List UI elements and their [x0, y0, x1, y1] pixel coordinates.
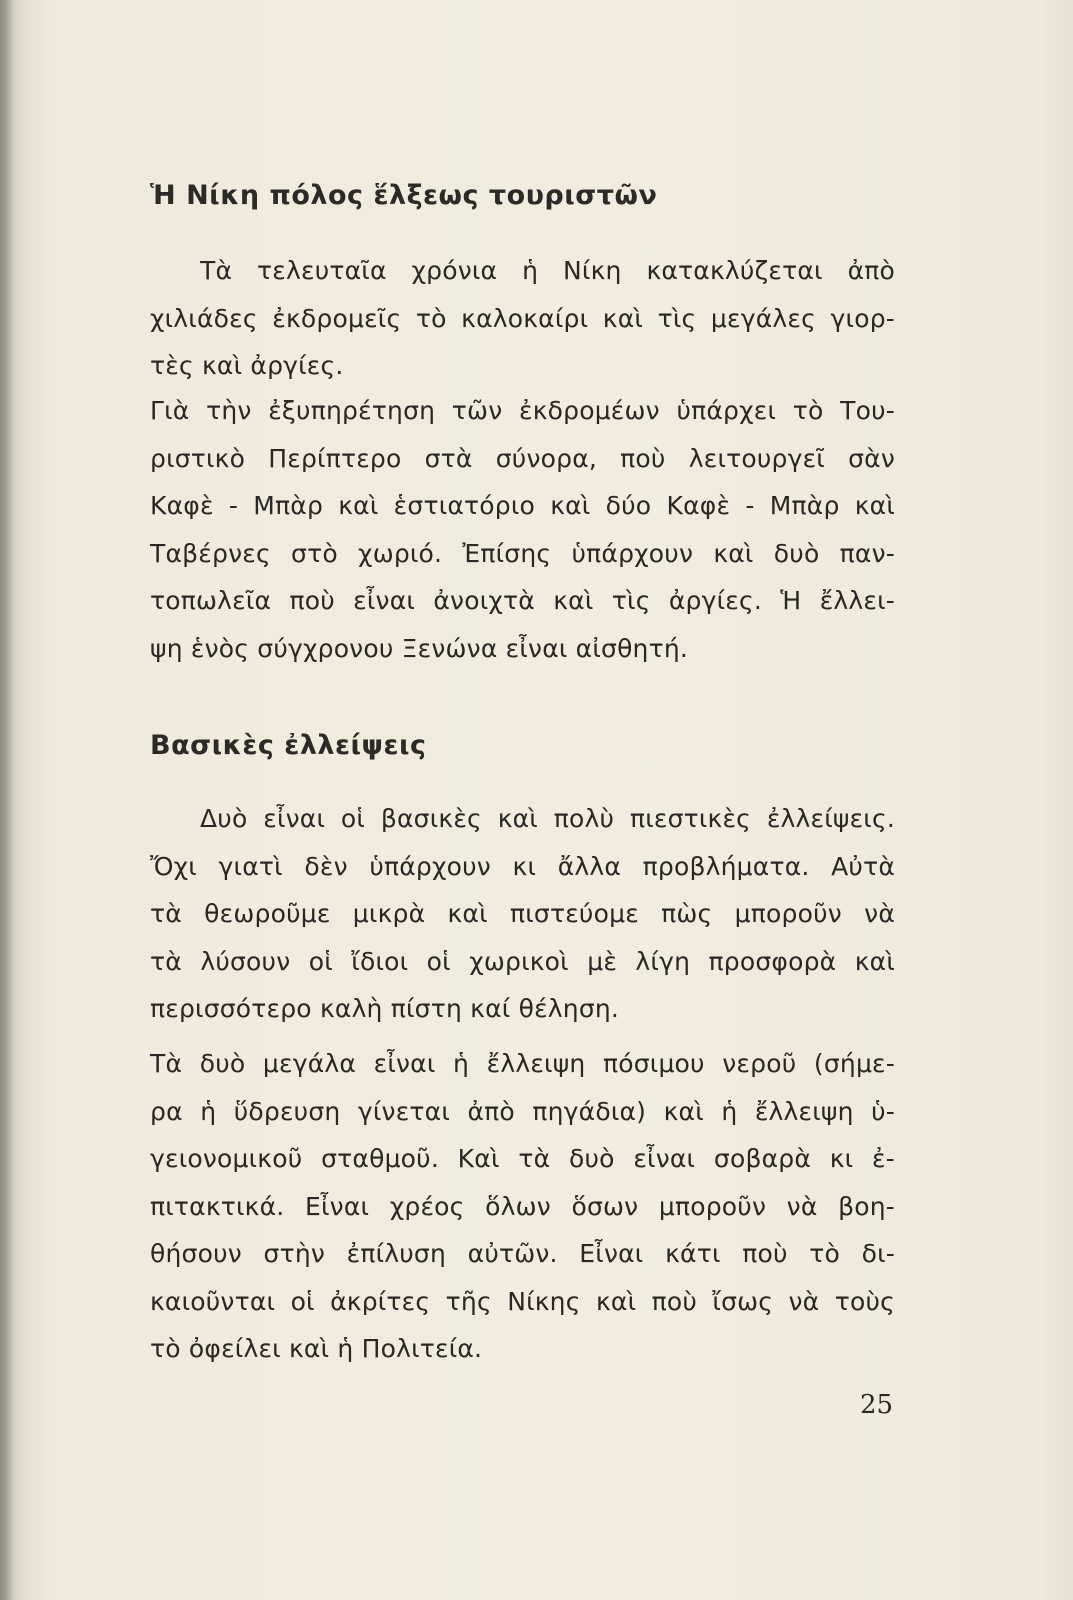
section-heading-tourist-attraction: Ἡ Νίκη πόλος ἕλξεως τουριστῶν: [150, 180, 658, 211]
paragraph-facilities: [150, 387, 895, 672]
text-line: τὰ θεωροῦμε μικρὰ καὶ πιστεύομε πὼς μποροῦν νὰ: [150, 899, 895, 928]
text-line: Γιὰ τὴν ἐξυπηρέτηση τῶν ἐκδρομέων ὑπάρχει τὸ Του-: [150, 396, 895, 425]
text-line: τὰ λύσουν οἱ ἴδιοι οἱ χωρικοὶ μὲ λίγη προσφορὰ καὶ: [150, 946, 895, 976]
text-line: Ὄχι γιατὶ δὲν ὑπάρχουν κι ἄλλα προβλήματα. Αὐτὰ: [150, 851, 895, 881]
text-line: τὸ ὀφείλει καὶ ἡ Πολιτεία.: [150, 1334, 483, 1363]
text-line: γειονομικοῦ σταθμοῦ. Καὶ τὰ δυὸ εἶναι σοβαρὰ κι ἐ-: [150, 1144, 895, 1173]
text-line: τὲς καὶ ἀργίες.: [150, 351, 344, 380]
text-line: ψη ἑνὸς σύγχρονου Ξενώνα εἶναι αἰσθητή.: [150, 633, 689, 663]
page-number: 25: [860, 1390, 894, 1420]
paragraph-water-health: [150, 1040, 895, 1373]
text-line: περισσότερο καλὴ πίστη καί θέληση.: [150, 994, 620, 1023]
text-line: Δυὸ εἶναι οἱ βασικὲς καὶ πολὺ πιεστικὲς ἐλλείψεις.: [200, 804, 895, 833]
paragraph-visitors: [150, 247, 895, 390]
text-line: ρα ἡ ὕδρευση γίνεται ἀπὸ πηγάδια) καὶ ἡ ἔλλειψη ὑ-: [150, 1096, 895, 1126]
text-line: Καφὲ - Μπὰρ καὶ ἑστιατόριο καὶ δύο Καφὲ - Μπὰρ καὶ: [150, 491, 895, 520]
text-line: καιοῦνται οἱ ἀκρίτες τῆς Νίκης καὶ ποὺ ἴσως νὰ τοὺς: [150, 1286, 895, 1316]
text-line: πιτακτικά. Εἶναι χρέος ὅλων ὅσων μποροῦν νὰ βοη-: [150, 1191, 895, 1221]
binding-shadow: [0, 0, 14, 1600]
text-line: ριστικὸ Περίπτερο στὰ σύνορα, ποὺ λειτουργεῖ σὰν: [150, 443, 895, 473]
text-line: Τὰ δυὸ μεγάλα εἶναι ἡ ἔλλειψη πόσιμου νεροῦ (σήμε-: [150, 1049, 895, 1078]
text-line: χιλιάδες ἐκδρομεῖς τὸ καλοκαίρι καὶ τὶς μεγάλες γιορ-: [150, 303, 895, 333]
text-line: θήσουν στὴν ἐπίλυση αὐτῶν. Εἶναι κάτι ποὺ τὸ δι-: [150, 1239, 895, 1268]
text-line: τοπωλεῖα ποὺ εἶναι ἀνοιχτὰ καὶ τὶς ἀργίες. Ἡ ἔλλει-: [150, 586, 895, 615]
text-line: Τὰ τελευταῖα χρόνια ἡ Νίκη κατακλύζεται ἀπὸ: [200, 256, 895, 285]
paragraph-shortages-intro: [150, 795, 895, 1033]
text-line: Ταβέρνες στὸ χωριό. Ἐπίσης ὑπάρχουν καὶ δυὸ παν-: [150, 538, 895, 568]
section-heading-basic-shortages: Βασικὲς ἐλλείψεις: [150, 730, 427, 761]
